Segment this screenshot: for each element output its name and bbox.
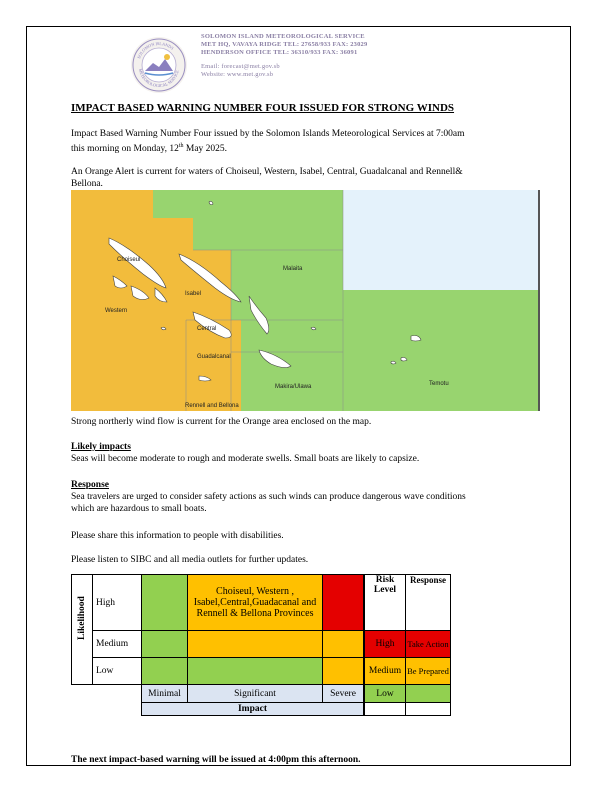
impact-axis-label: Impact	[142, 703, 364, 716]
hq-contact: MET HQ, VAVAYA RIDGE TEL: 27658/933 FAX: 23029	[201, 41, 368, 48]
provinces-text: Choiseul, Western , Isabel,Central,Guadacanal and Rennell & Bellona Provinces	[193, 586, 317, 619]
risk-level-medium: Medium	[365, 658, 406, 685]
email-line: Email: forecast@met.gov.sb	[201, 63, 280, 70]
response-line-2: which are hazardous to small boats.	[71, 504, 207, 514]
cell-low-significant	[188, 658, 323, 685]
cell-low-severe	[323, 658, 364, 685]
cell-high-minimal	[142, 575, 188, 631]
intro-line-1: Impact Based Warning Number Four issued by the Solomon Islands Meteorological Services at 7:00am	[71, 129, 465, 139]
share-text: Please share this information to people with disabilities.	[71, 531, 284, 541]
likelihood-axis	[72, 575, 93, 685]
col-label-minimal: Minimal	[142, 685, 188, 703]
cell-high-severe	[323, 575, 364, 631]
map-label-guadalcanal: Guadalcanal	[197, 354, 231, 360]
cell-medium-significant	[188, 631, 323, 658]
solomon-met-logo	[131, 37, 187, 93]
svg-text:SOLOMON ISLANDS: SOLOMON ISLANDS	[136, 40, 175, 60]
contact-block	[201, 33, 597, 79]
next-warning-notice: The next impact-based warning will be issued at 4:00pm this afternoon.	[71, 755, 361, 765]
col-label-significant: Significant	[188, 685, 323, 703]
map-label-rennell: Rennell and Bellona	[185, 403, 239, 409]
row-label-high: High	[93, 575, 142, 631]
map-label-makira: Makira/Ulawa	[275, 384, 312, 390]
likely-impacts	[71, 441, 541, 465]
response-low	[406, 685, 451, 703]
risk-level-high: High	[365, 631, 406, 658]
row-label-low: Low	[93, 658, 142, 685]
warning-map	[71, 190, 540, 411]
website-line: Website: www.met.gov.sb	[201, 71, 274, 78]
intro-line-2: this morning on Monday, 12th May 2025.	[71, 143, 228, 155]
response-blank	[406, 703, 451, 716]
map-label-central: Central	[197, 326, 217, 332]
document-page	[26, 26, 571, 766]
risk-level-blank	[365, 703, 406, 716]
likelihood-label: Likelihood	[77, 595, 87, 640]
col-label-severe: Severe	[323, 685, 364, 703]
flow-text: Strong northerly wind flow is current for the Orange area enclosed on the map.	[71, 417, 372, 427]
cell-medium-severe	[323, 631, 364, 658]
org-name: SOLOMON ISLAND METEOROLOGICAL SERVICE	[201, 33, 365, 40]
risk-level-header: Risk Level	[365, 575, 406, 631]
risk-matrix	[71, 574, 451, 716]
svg-text:METEOROLOGICAL SERVICE: METEOROLOGICAL SERVICE	[138, 68, 180, 89]
response-section	[71, 479, 541, 515]
map-label-western: Western	[105, 308, 128, 314]
likely-impacts-heading: Likely impacts	[71, 442, 131, 452]
alert-paragraph	[71, 166, 541, 190]
henderson-contact: HENDERSON OFFICE TEL: 36310/933 FAX: 36091	[201, 49, 358, 56]
row-label-medium: Medium	[93, 631, 142, 658]
response-header: Response	[406, 575, 451, 631]
cell-medium-minimal	[142, 631, 188, 658]
cell-low-minimal	[142, 658, 188, 685]
risk-level-low: Low	[365, 685, 406, 703]
map-label-malaita: Malaita	[283, 266, 303, 272]
response-heading: Response	[71, 480, 110, 490]
intro-paragraph	[71, 128, 541, 155]
response-line-1: Sea travelers are urged to consider safety actions as such winds can produce dangerous wave conditions	[71, 492, 466, 502]
alert-line-2: Bellona.	[71, 179, 103, 189]
cell-high-significant	[188, 575, 323, 631]
map-label-isabel: Isabel	[185, 291, 202, 297]
response-be-prepared: Be Prepared	[406, 658, 451, 685]
alert-line-1: An Orange Alert is current for waters of Choiseul, Western, Isabel, Central, Guadalcanal and Rennell&	[71, 167, 463, 177]
open-ocean	[343, 190, 540, 290]
warning-title: IMPACT BASED WARNING NUMBER FOUR ISSUED FOR STRONG WINDS	[71, 102, 455, 114]
likely-impacts-text: Seas will become moderate to rough and moderate swells. Small boats are likely to capsize.	[71, 454, 420, 464]
map-label-choiseul: Choiseul	[117, 257, 141, 263]
response-take-action: Take Action	[406, 631, 451, 658]
listen-text: Please listen to SIBC and all media outlets for further updates.	[71, 555, 309, 565]
map-label-temotu: Temotu	[429, 381, 449, 387]
